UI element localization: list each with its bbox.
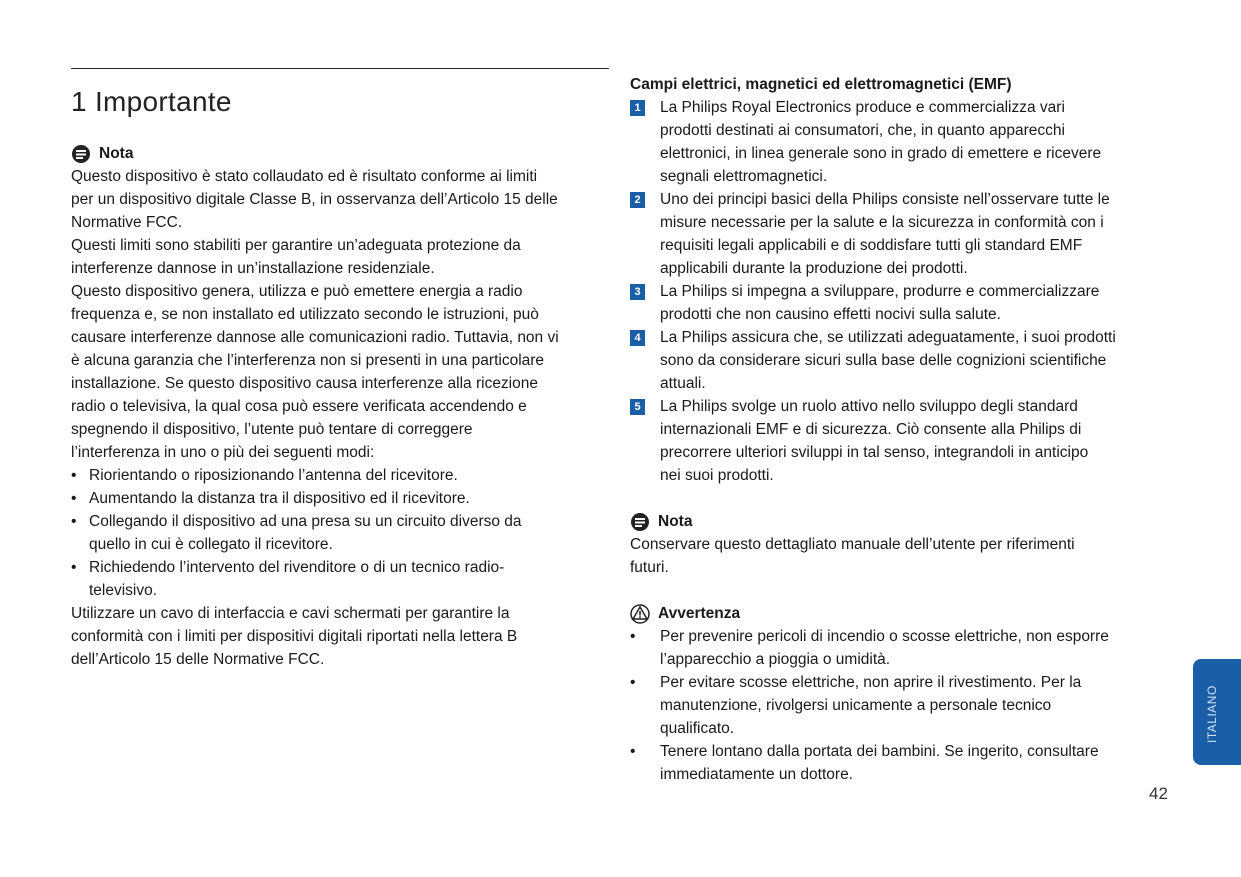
text-line: Conservare questo dettagliato manuale dell’utente per riferimenti bbox=[630, 536, 1075, 553]
warning-list bbox=[630, 625, 1170, 786]
text-line: quello in cui è collegato il ricevitore. bbox=[89, 536, 333, 553]
text-line: l’apparecchio a pioggia o umidità. bbox=[660, 651, 891, 668]
text-line: nei suoi prodotti. bbox=[660, 467, 774, 484]
text-line: prodotti destinati ai consumatori, che, in quanto apparecchi bbox=[660, 122, 1065, 139]
fcc-paragraph bbox=[71, 165, 611, 464]
text-line: causare interferenze dannose alle comunicazioni radio. Tuttavia, non vi bbox=[71, 329, 559, 346]
note-icon bbox=[630, 512, 650, 532]
text-line: attuali. bbox=[660, 375, 706, 392]
text-line: Normative FCC. bbox=[71, 214, 183, 231]
note-heading bbox=[71, 142, 611, 165]
text-line: La Philips svolge un ruolo attivo nello sviluppo degli standard bbox=[660, 398, 1078, 415]
text-line: • Tenere lontano dalla portata dei bambini. Se ingerito, consultare bbox=[660, 743, 1099, 760]
text-line: requisiti legali applicabili e di soddisfare tutti gli standard EMF bbox=[660, 237, 1083, 254]
warning-icon bbox=[630, 604, 650, 624]
note-heading-2 bbox=[630, 510, 1170, 533]
item-number-badge: 5 bbox=[630, 399, 645, 415]
text-line: • Aumentando la distanza tra il dispositivo ed il ricevitore. bbox=[89, 490, 470, 507]
text-line: prodotti che non causino effetti nocivi sulla salute. bbox=[660, 306, 1001, 323]
note-icon bbox=[71, 144, 91, 164]
bullet-item bbox=[71, 556, 611, 602]
item-number-badge: 3 bbox=[630, 284, 645, 300]
text-line: • Riorientando o riposizionando l’antenna del ricevitore. bbox=[89, 467, 458, 484]
warning-item bbox=[630, 671, 1170, 740]
text-line: spegnendo il dispositivo, l’utente può tentare di correggere bbox=[71, 421, 473, 438]
warning-item bbox=[630, 625, 1170, 671]
warning-label: Avvertenza bbox=[658, 605, 741, 622]
text-line: La Philips assicura che, se utilizzati adeguatamente, i suoi prodotti bbox=[660, 329, 1116, 346]
emf-list-item bbox=[630, 326, 1170, 395]
item-number-badge: 2 bbox=[630, 192, 645, 208]
text-line: interferenze dannose in un’installazione residenziale. bbox=[71, 260, 435, 277]
note-label: Nota bbox=[658, 513, 693, 530]
language-tab-label: ITALIANO bbox=[1205, 685, 1219, 743]
section-divider bbox=[71, 68, 609, 69]
warning-item bbox=[630, 740, 1170, 786]
bullet-item bbox=[71, 510, 611, 556]
text-line: • Collegando il dispositivo ad una presa su un circuito diverso da bbox=[89, 513, 522, 530]
text-line: televisivo. bbox=[89, 582, 158, 599]
text-line: qualificato. bbox=[660, 720, 735, 737]
text-line: • Per prevenire pericoli di incendio o scosse elettriche, non esporre bbox=[660, 628, 1109, 645]
emf-list-item bbox=[630, 188, 1170, 280]
text-line: elettronici, in linea generale sono in grado di emettere e ricevere bbox=[660, 145, 1102, 162]
page-number: 42 bbox=[1149, 784, 1168, 803]
text-line: La Philips si impegna a sviluppare, produrre e commercializzare bbox=[660, 283, 1100, 300]
emf-list-item bbox=[630, 96, 1170, 188]
note-text bbox=[630, 533, 1170, 579]
text-line: Questi limiti sono stabiliti per garantire un’adeguata protezione da bbox=[71, 237, 521, 254]
text-line: futuri. bbox=[630, 559, 669, 576]
bullet-item bbox=[71, 487, 611, 510]
language-tab bbox=[1193, 659, 1241, 765]
emf-list-item bbox=[630, 395, 1170, 487]
text-line: per un dispositivo digitale Classe B, in osservanza dell’Articolo 15 delle bbox=[71, 191, 558, 208]
text-line: dell’Articolo 15 delle Normative FCC. bbox=[71, 651, 325, 668]
text-line: Questo dispositivo è stato collaudato ed è risultato conforme ai limiti bbox=[71, 168, 538, 185]
text-line: Questo dispositivo genera, utilizza e può emettere energia a radio bbox=[71, 283, 523, 300]
text-line: • Per evitare scosse elettriche, non aprire il rivestimento. Per la bbox=[660, 674, 1082, 691]
fcc-closing-paragraph bbox=[71, 602, 611, 671]
fcc-bullet-list bbox=[71, 464, 611, 602]
item-number-badge: 1 bbox=[630, 100, 645, 116]
emf-heading: Campi elettrici, magnetici ed elettromagnetici (EMF) bbox=[630, 76, 1012, 93]
text-line: installazione. Se questo dispositivo causa interferenze alla ricezione bbox=[71, 375, 538, 392]
text-line: Uno dei principi basici della Philips consiste nell’osservare tutte le bbox=[660, 191, 1110, 208]
item-number-badge: 4 bbox=[630, 330, 645, 346]
text-line: immediatamente un dottore. bbox=[660, 766, 853, 783]
warning-heading bbox=[630, 602, 1170, 625]
text-line: sono da considerare sicuri sulla base delle cognizioni scientifiche bbox=[660, 352, 1107, 369]
text-line: Utilizzare un cavo di interfaccia e cavi schermati per garantire la bbox=[71, 605, 510, 622]
text-line: internazionali EMF e di sicurezza. Ciò consente alla Philips di bbox=[660, 421, 1082, 438]
left-column bbox=[71, 142, 611, 671]
text-line: è alcuna garanzia che l’interferenza non si presenti in una particolare bbox=[71, 352, 545, 369]
text-line: precorrere ulteriori sviluppi in tal senso, integrandoli in anticipo bbox=[660, 444, 1089, 461]
text-line: conformità con i limiti per dispositivi digitali riportati nella lettera B bbox=[71, 628, 518, 645]
text-line: La Philips Royal Electronics produce e commercializza vari bbox=[660, 99, 1065, 116]
text-line: misure necessarie per la salute e la sicurezza in conformità con i bbox=[660, 214, 1104, 231]
text-line: manutenzione, rivolgersi unicamente a personale tecnico bbox=[660, 697, 1052, 714]
text-line: • Richiedendo l’intervento del rivenditore o di un tecnico radio- bbox=[89, 559, 505, 576]
note-label: Nota bbox=[99, 145, 134, 162]
section-title: 1 Importante bbox=[71, 86, 232, 117]
right-column bbox=[630, 73, 1170, 786]
text-line: radio o televisiva, la qual cosa può essere verificata accendendo e bbox=[71, 398, 527, 415]
emf-list-item bbox=[630, 280, 1170, 326]
bullet-item bbox=[71, 464, 611, 487]
text-line: frequenza e, se non installato ed utilizzato secondo le istruzioni, può bbox=[71, 306, 539, 323]
text-line: segnali elettromagnetici. bbox=[660, 168, 828, 185]
text-line: l’interferenza in uno o più dei seguenti modi: bbox=[71, 444, 375, 461]
emf-list bbox=[630, 96, 1170, 487]
text-line: applicabili durante la produzione dei prodotti. bbox=[660, 260, 968, 277]
